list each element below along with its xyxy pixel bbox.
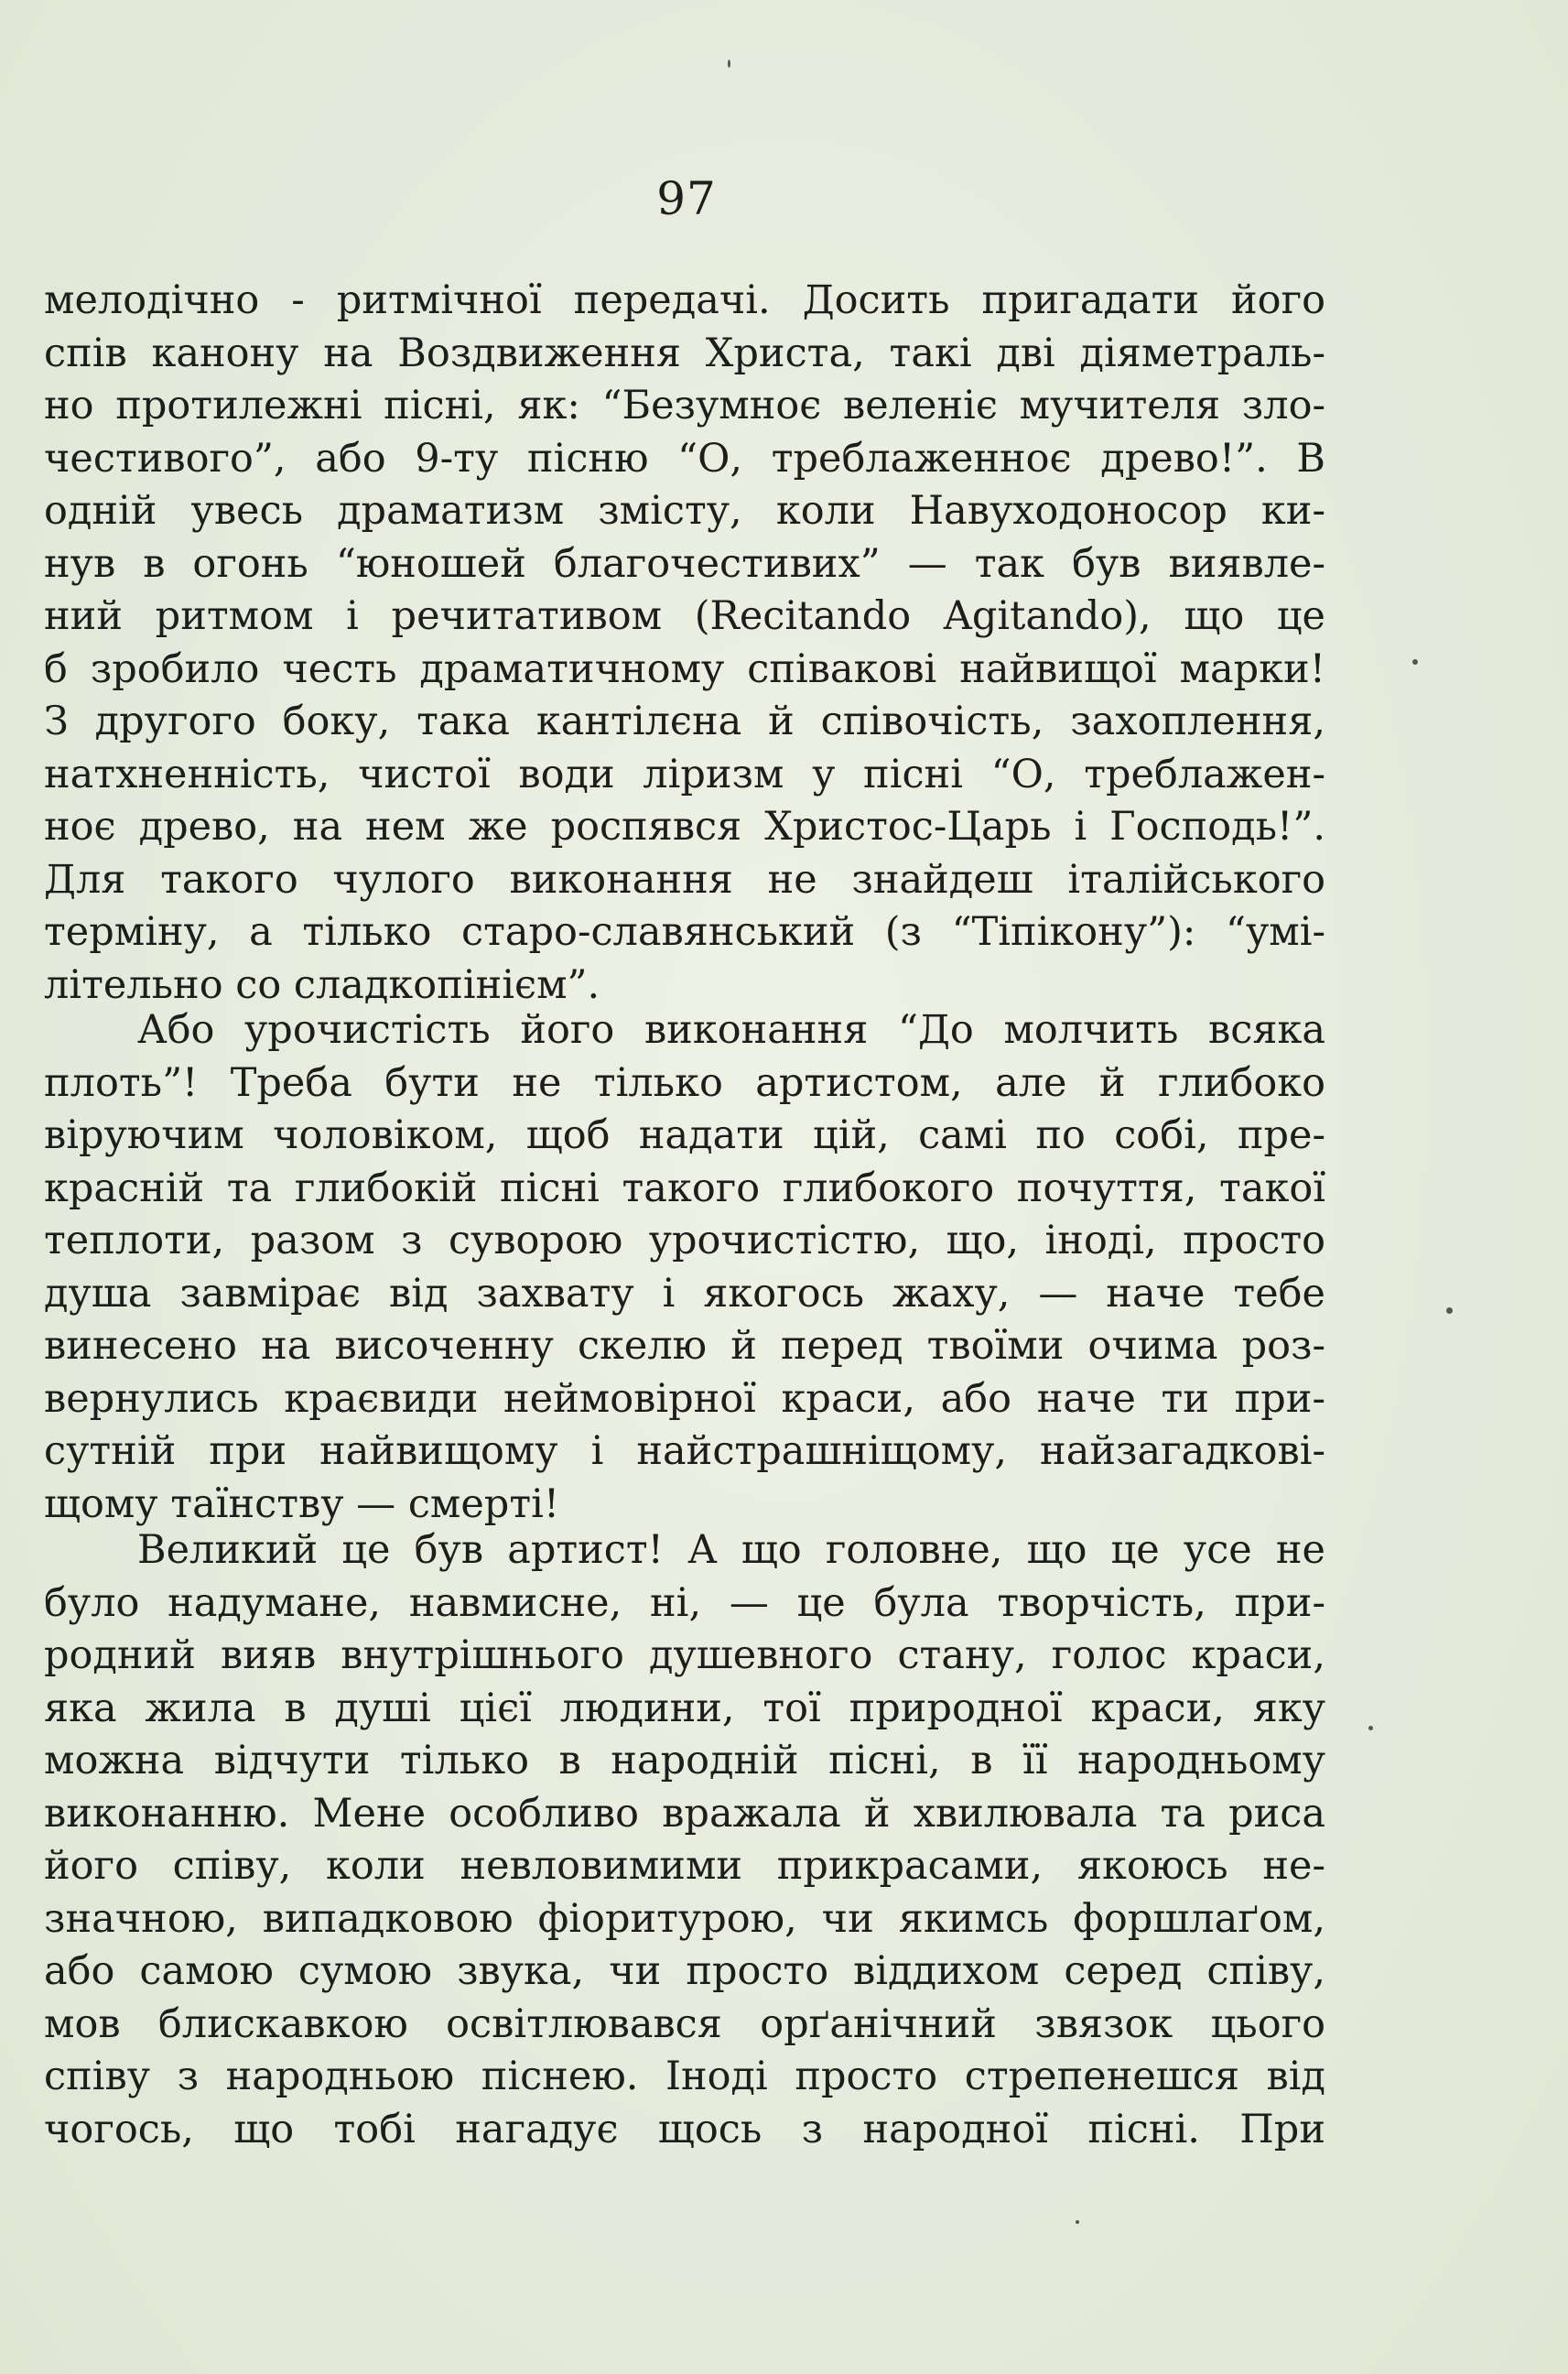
text-line: виконанню. Мене особливо вражала й хвилювала та риса	[44, 1790, 1325, 1837]
text-line: родний вияв внутрішнього душевного стану, голос краси,	[44, 1632, 1325, 1678]
text-line: терміну, а тілько старо-славянський (з “Тіпікону”): “умі-	[44, 909, 1325, 955]
text-line: спів канону на Воздвиження Христа, такі дві діяметраль-	[44, 330, 1325, 376]
page-number: 97	[656, 172, 717, 225]
text-line: або самою сумою звука, чи просто віддихом серед співу,	[44, 1948, 1325, 1994]
paragraph-1	[44, 275, 1325, 1012]
text-line: сутній при найвищому і найстрашніщому, найзагадкові-	[44, 1428, 1325, 1474]
text-line: Великий це був артист! А що головне, що це усе не	[137, 1527, 1325, 1573]
text-line: яка жила в душі цієї людини, тої природної краси, яку	[44, 1685, 1325, 1731]
text-line: можна відчути тілько в народній пісні, в її народньому	[44, 1738, 1325, 1783]
paragraph-2	[44, 1004, 1325, 1531]
text-line: було надумане, навмисне, ні, — це була творчість, при-	[44, 1579, 1325, 1626]
text-line: плоть”! Треба бути не тілько артистом, але й глибоко	[44, 1059, 1325, 1106]
text-line: но протилежні пісні, як: “Безумноє веленіє мучителя зло-	[44, 383, 1325, 428]
text-line: мов блискавкою освітлювався орґанічний звязок цього	[44, 2000, 1325, 2047]
text-line: натхненність, чистої води ліризм у пісні “О, треблажен-	[44, 751, 1325, 797]
text-line: ноє древо, на нем же роспявся Христос-Царь і Господь!”.	[44, 804, 1325, 850]
paragraph-3	[44, 1524, 1325, 2156]
scan-speck	[1446, 1307, 1453, 1314]
text-line: Або урочистість його виконання “До молчить всяка	[137, 1007, 1325, 1053]
text-line: співу з народньою піснею. Іноді просто стрепенешся від	[44, 2054, 1325, 2099]
text-line: душа завмірає від захвату і якогось жаху, — наче тебе	[44, 1270, 1325, 1317]
text-line: чогось, що тобі нагадує щось з народної пісні. При	[44, 2106, 1325, 2152]
text-line: вернулись краєвиди неймовірної краси, або наче ти при-	[44, 1375, 1325, 1422]
text-line: винесено на височенну скелю й перед твоїми очима роз-	[44, 1323, 1325, 1369]
text-line: його співу, коли невловимими прикрасами, якоюсь не-	[44, 1843, 1325, 1889]
text-line: значною, випадковою фіоритурою, чи якимсь форшлаґом,	[44, 1895, 1325, 1942]
text-line: віруючим чоловіком, щоб надати цій, самі по собі, пре-	[44, 1112, 1325, 1158]
text-line: красній та глибокій пісні такого глибокого почуття, такої	[44, 1165, 1325, 1211]
text-line: нув в огонь “юношей благочестивих” — так був виявле-	[44, 540, 1325, 587]
text-line: б зробило честь драматичному співакові найвищої марки!	[44, 645, 1325, 692]
scan-speck	[1076, 2220, 1079, 2224]
text-line: ний ритмом і речитативом (Recitando Agitando), що це	[44, 593, 1325, 639]
scan-speck	[1368, 1726, 1373, 1730]
text-line: літельно со сладкопінієм”.	[44, 961, 600, 1008]
text-line: честивого”, або 9-ту пісню “О, треблаженноє древо!”. В	[44, 435, 1325, 482]
text-line: теплоти, разом з суворою урочистістю, що, іноді, просто	[44, 1218, 1325, 1263]
text-line: Для такого чулого виконання не знайдеш італійського	[44, 856, 1325, 903]
text-line: щому таїнству — смерті!	[44, 1480, 560, 1527]
text-line: З другого боку, така кантілєна й співочість, захоплення,	[44, 699, 1325, 744]
text-line: мелодічно - ритмічної передачі. Досить пригадати його	[44, 277, 1325, 323]
text-line: одній увесь драматизм змісту, коли Навуходоносор ки-	[44, 488, 1325, 534]
scan-speck	[1412, 659, 1418, 665]
scan-speck	[728, 60, 730, 68]
